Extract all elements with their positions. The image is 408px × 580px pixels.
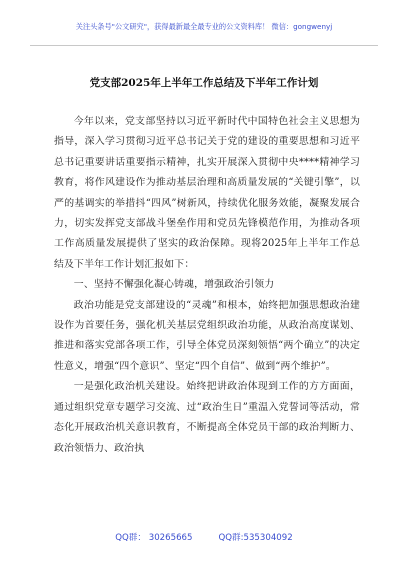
document-title: 党支部2025年上半年工作总结及下半年工作计划 [89,77,319,89]
footer-qq-group-1: QQ群： 30265665 [115,533,193,543]
body-paragraph-intro: 今年以来，党支部坚持以习近平新时代中国特色社会主义思想为指导，深入学习贯彻习近平总书记关于党的建设的重要思想和习近平总书记重要讲话重要指示精神，扎实开展深入贯彻中央****精神学习教育，将作风建设作为推动基层治理和高质量发展的“关键引擎”，以严的基调实的举措抖“四风”树新风，持续优化服务效能，凝聚发展合力，切实发挥党支部战斗堡垒作用和党员先锋模范作用，为推动各项工作高质量发展提供了坚实的政治保障。现将2025年上半年工作总结及下半年工作计划汇报如下： [54,116,360,270]
body-paragraph-political-organ: 一是强化政治机关建设。始终把讲政治体现到工作的方方面面，通过组织党章专题学习交流、过“政治生日”重温入党誓词等活动，常态化开展政治机关意识教育，不断提高全体党员干部的政治判断力、政治领悟力、政治执 [54,381,360,454]
body-paragraph-political-function: 政治功能是党支部建设的“灵魂”和根本，始终把加强思想政治建设作为首要任务，强化机关基层党组织政治功能，从政治高度谋划、推进和落实党部各项工作，引导全体党员深刻领悟“两个确立”的决定性意义，增强“四个意识”、坚定“四个自信”、做到“两个维护”。 [54,299,360,372]
footer-qq-group-2: QQ群:535304092 [218,533,293,543]
header-divider [30,45,378,46]
section-heading-1: 一、坚持不懈强化凝心铸魂，增强政治引领力 [73,279,275,291]
header-promo-banner: 关注头条号"公文研究"，获得最新最全最专业的公文资料库！ 微信：gongwenyj [75,22,333,31]
document-body [54,112,360,459]
footer-contact [0,531,408,543]
